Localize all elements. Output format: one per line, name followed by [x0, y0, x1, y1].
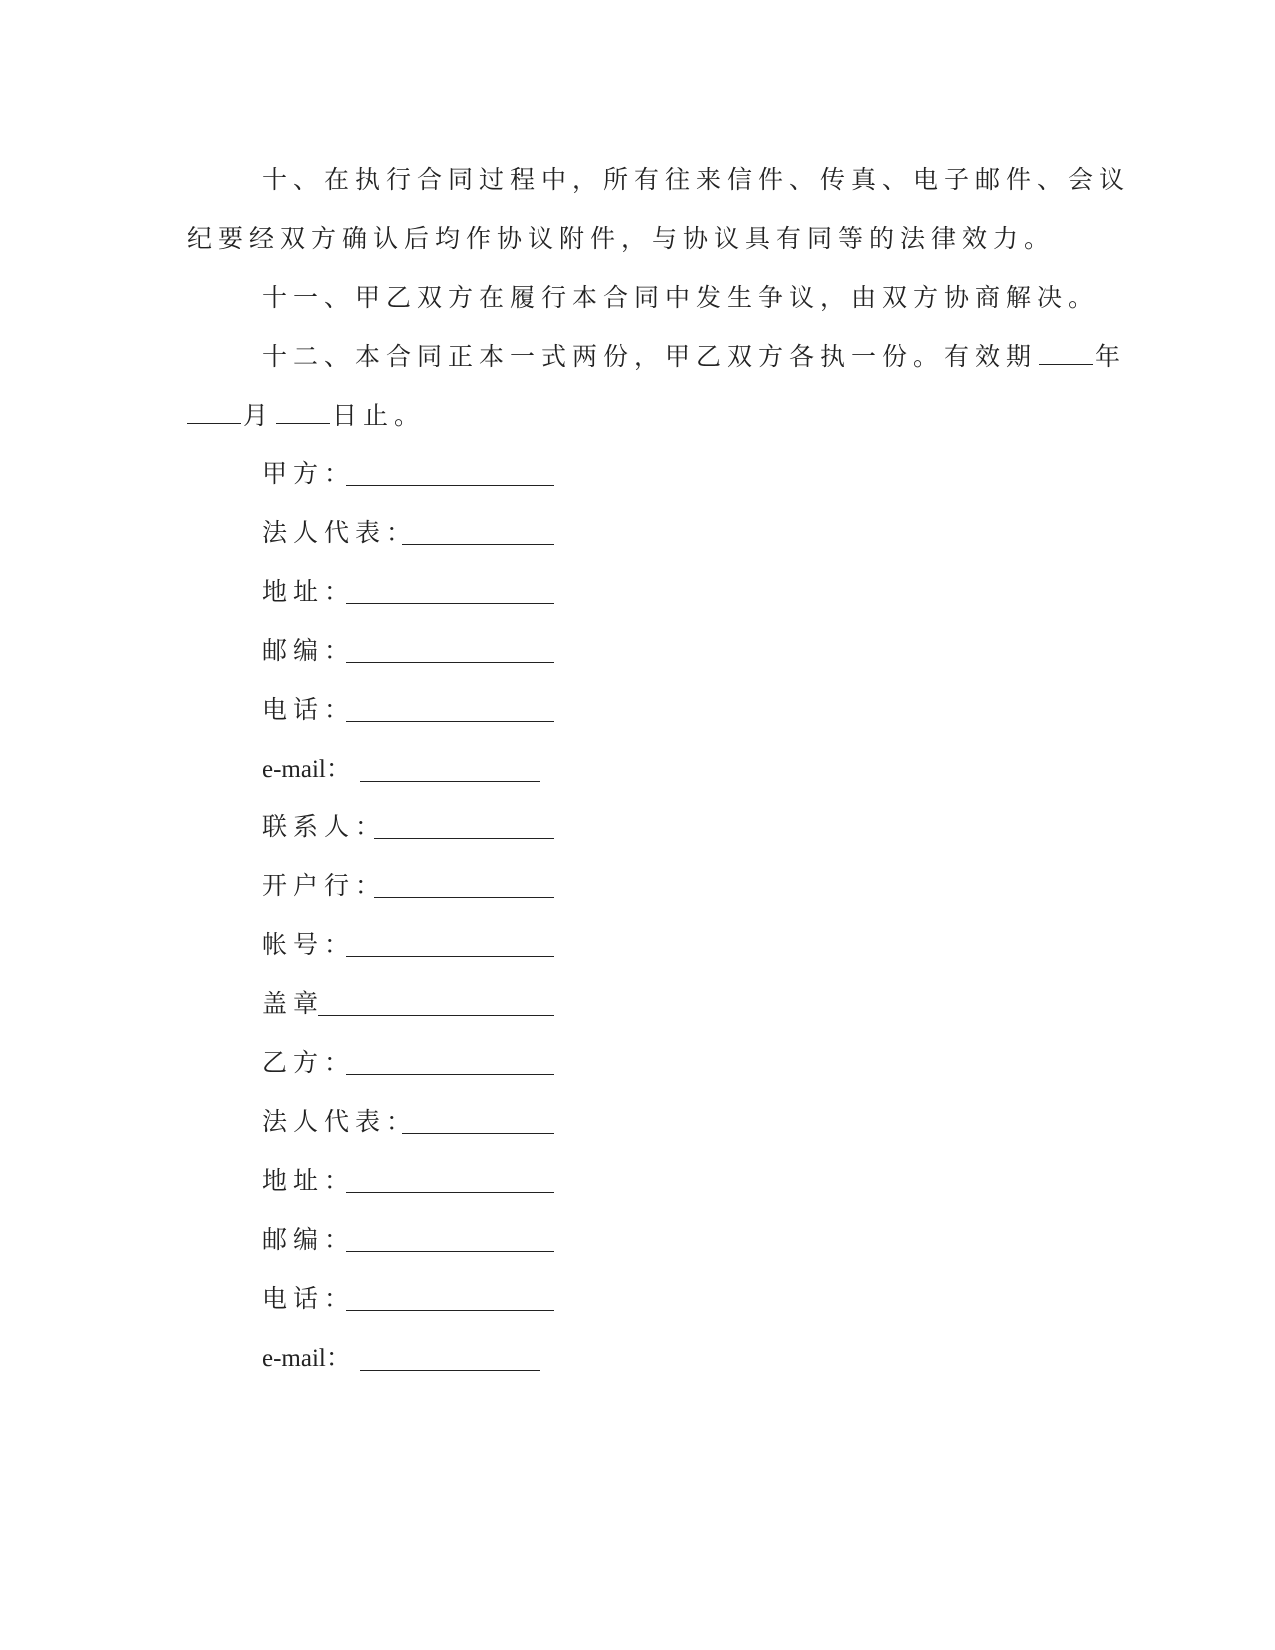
party-b-postcode-field [262, 1223, 355, 1257]
party-a-account-field [262, 928, 355, 962]
party-a-name-blank [346, 485, 554, 486]
day-blank [276, 401, 330, 424]
party-a-bank-field [262, 869, 386, 903]
party-a-bank-blank [374, 897, 554, 898]
day-end-label: 日止。 [332, 401, 426, 430]
clause-12-text: 十二、本合同正本一式两份，甲乙双方各执一份。有效期 [262, 342, 1038, 371]
year-label: 年 [1095, 342, 1127, 371]
party-a-email-blank [360, 781, 540, 782]
party-b-rep-blank [402, 1133, 554, 1134]
month-label: 月 [243, 401, 275, 430]
party-b-name-field [262, 1046, 355, 1080]
party-a-name-field [262, 457, 355, 491]
party-b-name-blank [346, 1074, 554, 1075]
party-a-address-label: 地址： [262, 577, 356, 606]
party-a-postcode-field [262, 634, 355, 668]
party-a-seal-field [262, 987, 324, 1021]
party-b-address-blank [346, 1192, 554, 1193]
party-a-name-label: 甲方： [262, 459, 356, 488]
party-a-postcode-blank [346, 662, 554, 663]
party-b-phone-blank [346, 1310, 554, 1311]
clause-12-line-1 [262, 340, 1126, 374]
party-b-postcode-blank [346, 1251, 554, 1252]
party-a-phone-label: 电话： [262, 695, 356, 724]
party-b-email-field [262, 1341, 351, 1376]
party-b-rep-label: 法人代表： [262, 1107, 418, 1136]
party-b-postcode-label: 邮编： [262, 1225, 356, 1254]
month-blank [187, 401, 241, 424]
party-a-address-blank [346, 603, 554, 604]
party-b-rep-field [262, 1105, 417, 1139]
clause-11: 十一、甲乙双方在履行本合同中发生争议，由双方协商解决。 [262, 283, 1100, 312]
party-b-email-label: e-mail： [262, 1345, 351, 1372]
party-b-name-label: 乙方： [262, 1048, 356, 1077]
party-a-seal-blank [318, 1015, 554, 1016]
party-a-email-label: e-mail： [262, 756, 351, 783]
party-a-postcode-label: 邮编： [262, 636, 356, 665]
party-b-address-label: 地址： [262, 1166, 356, 1195]
party-a-account-blank [346, 956, 554, 957]
clause-10-line-1: 十、在执行合同过程中，所有往来信件、传真、电子邮件、会议 [262, 165, 1131, 194]
party-a-phone-blank [346, 721, 554, 722]
party-a-contact-blank [374, 838, 554, 839]
party-b-email-blank [360, 1370, 540, 1371]
party-a-contact-field [262, 810, 386, 844]
party-a-rep-label: 法人代表： [262, 518, 418, 547]
party-b-phone-label: 电话： [262, 1284, 356, 1313]
party-a-account-label: 帐号： [262, 930, 356, 959]
party-a-rep-blank [402, 544, 554, 545]
party-a-address-field [262, 575, 355, 609]
party-a-email-field [262, 752, 351, 787]
year-blank [1039, 342, 1093, 365]
party-b-phone-field [262, 1282, 355, 1316]
party-a-contact-label: 联系人： [262, 812, 387, 841]
party-a-bank-label: 开户行： [262, 871, 387, 900]
clause-12-line-2 [187, 399, 425, 433]
party-a-phone-field [262, 693, 355, 727]
clause-10-line-2: 纪要经双方确认后均作协议附件，与协议具有同等的法律效力。 [187, 224, 1056, 253]
party-a-seal-label: 盖章 [262, 989, 325, 1018]
party-b-address-field [262, 1164, 355, 1198]
party-a-rep-field [262, 516, 417, 550]
